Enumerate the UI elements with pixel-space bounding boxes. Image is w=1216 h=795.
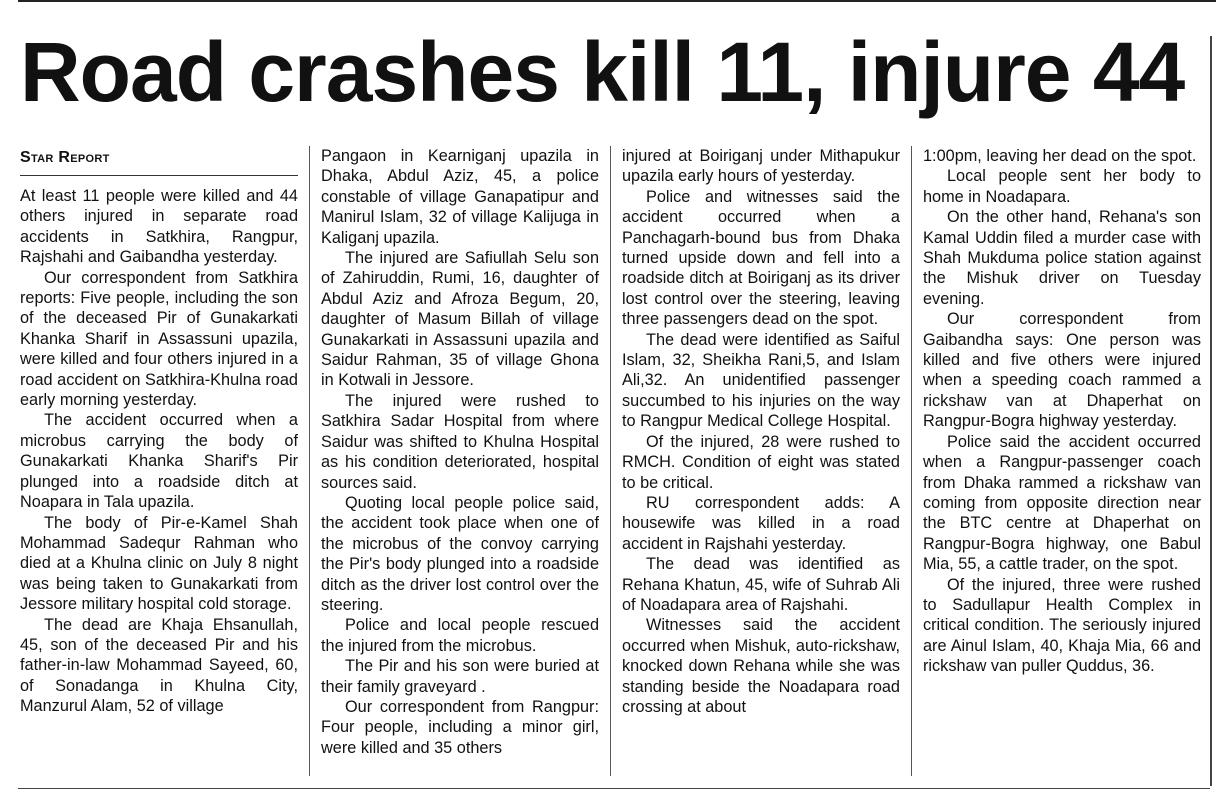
- page-edge-rule: [1210, 36, 1212, 786]
- paragraph: On the other hand, Rehana's son Kamal Uddin filed a murder case with Shah Mukduma police station against the Mishuk driver on Tuesday evening.: [923, 208, 1201, 308]
- column-1: [20, 146, 298, 782]
- paragraph: The dead were identified as Saiful Islam, 32, Sheikha Rani,5, and Islam Ali,32. An unidentified passenger succumbed to his injuries on the way to Rangpur Medical College Hospital.: [622, 330, 900, 431]
- paragraph: Of the injured, 28 were rushed to RMCH. Condition of eight was stated to be critical.: [622, 432, 900, 492]
- paragraph: Of the injured, three were rushed to Sadullapur Health Complex in critical condition. The seriously injured are Ainul Islam, 40, Khaja Mia, 66 and rickshaw van puller Quddus, 36.: [923, 575, 1201, 676]
- column-divider: [309, 146, 310, 776]
- paragraph: Pangaon in Kearniganj upazila in Dhaka, Abdul Aziz, 45, a police constable of village Ganapatipur and Manirul Islam, 32 of village Kalijuga in Kaliganj upazila.: [321, 147, 599, 247]
- paragraph: Local people sent her body to home in Noadapara.: [923, 167, 1201, 206]
- bottom-rule: [18, 788, 1210, 789]
- paragraph: At least 11 people were killed and 44 others injured in separate road accidents in Satkhira, Rangpur, Rajshahi and Gaibandha yesterday.: [20, 187, 298, 267]
- paragraph: The dead was identified as Rehana Khatun, 45, wife of Suhrab Ali of Noadapara area of Rajshahi.: [622, 555, 900, 614]
- column-2: [321, 146, 599, 782]
- column-divider: [610, 146, 611, 776]
- top-rule: [18, 0, 1216, 2]
- column-4: [923, 146, 1201, 782]
- paragraph: The injured were rushed to Satkhira Sadar Hospital from where Saidur was shifted to Khulna Hospital as his condition deteriorated, hospital sources said.: [321, 391, 599, 492]
- paragraph: Police said the accident occurred when a Rangpur-passenger coach from Dhaka rammed a rickshaw van coming from opposite direction near the BTC centre at Dhaperhat on Rangpur-Bogra highway, one Babul Mia, 55, a cattle trader, on the spot.: [923, 432, 1201, 574]
- headline: Road crashes kill 11, injure 44: [20, 25, 1185, 119]
- article-body: [20, 146, 1210, 782]
- paragraph: Police and witnesses said the accident occurred when a Panchagarh-bound bus from Dhaka turned upside down and fell into a roadside ditch at Boiriganj as its driver lost control over the steering, leaving three passengers dead on the spot.: [622, 187, 900, 329]
- column-divider: [911, 146, 912, 776]
- paragraph: Our correspondent from Gaibandha says: One person was killed and five others were injured when a speeding coach rammed a rickshaw van at Dhaperhat on Rangpur-Bogra highway yesterday.: [923, 310, 1201, 431]
- byline-rule: [20, 175, 298, 176]
- paragraph: Quoting local people police said, the accident took place when one of the microbus of the convoy carrying the Pir's body plunged into a roadside ditch as the driver lost control over the steering.: [321, 493, 599, 614]
- paragraph: The accident occurred when a microbus carrying the body of Gunakarkati Khanka Sharif's Pir plunged into a roadside ditch at Noapara in Tala upazila.: [20, 411, 298, 512]
- paragraph: Witnesses said the accident occurred when Mishuk, auto-rickshaw, knocked down Rehana while she was standing beside the Noadapara road crossing at about: [622, 616, 900, 716]
- paragraph: Our correspondent from Satkhira reports: Five people, including the son of the deceased Pir of Gunakarkati Khanka Sharif in Assassuni upazila, were killed and four others injured in a road accident on Satkhira-Khulna road early morning yesterday.: [20, 268, 298, 410]
- paragraph: The dead are Khaja Ehsanullah, 45, son of the deceased Pir and his father-in-law Mohammad Sayeed, 60, of Sonadanga in Khulna City, Manzurul Alam, 52 of village: [20, 615, 298, 716]
- column-3: [622, 146, 900, 782]
- paragraph: Our correspondent from Rangpur: Four people, including a minor girl, were killed and 35 others: [321, 697, 599, 757]
- paragraph: 1:00pm, leaving her dead on the spot.: [923, 147, 1197, 165]
- byline: Star Report: [20, 149, 110, 166]
- paragraph: The Pir and his son were buried at their family graveyard .: [321, 657, 599, 696]
- paragraph: Police and local people rescued the injured from the microbus.: [321, 616, 599, 655]
- paragraph: The injured are Safiullah Selu son of Zahiruddin, Rumi, 16, daughter of Abdul Aziz and Afroza Begum, 20, daughter of Masum Billah of village Gunakarkati in Assassuni upazila and Saidur Rahman, 35 of village Ghona in Kotwali in Jessore.: [321, 249, 599, 390]
- paragraph: injured at Boiriganj under Mithapukur upazila early hours of yesterday.: [622, 147, 900, 186]
- paragraph: RU correspondent adds: A housewife was killed in a road accident in Rajshahi yesterday.: [622, 493, 900, 553]
- paragraph: The body of Pir-e-Kamel Shah Mohammad Sadequr Rahman who died at a Khulna clinic on July 8 night was being taken to Gunakarkati from Jessore military hospital cold storage.: [20, 513, 298, 614]
